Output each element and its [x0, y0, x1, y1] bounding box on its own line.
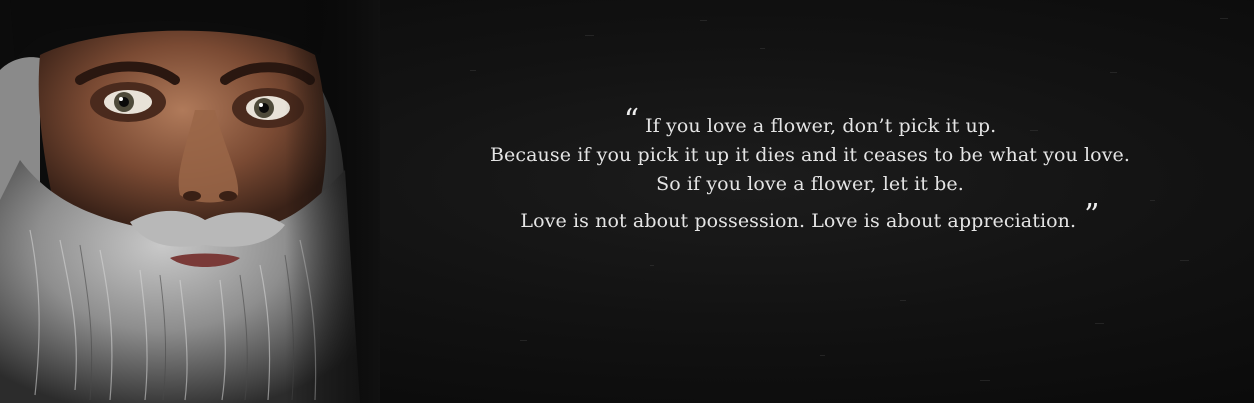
quote-line-3: So if you love a flower, let it be. [656, 173, 964, 195]
open-quote-mark: “ [623, 103, 640, 138]
quote-text-block [430, 103, 1190, 236]
quote-line-4-text: Love is not about possession. Love is about appreciation. [520, 210, 1077, 232]
quote-line-1 [430, 103, 1190, 141]
quote-line-1-text: If you love a flower, don’t pick it up. [645, 115, 997, 137]
portrait-image [0, 0, 380, 403]
quote-line-4 [430, 198, 1190, 236]
close-quote-mark: ” [1084, 198, 1100, 233]
quote-line-2: Because if you pick it up it dies and it ceases to be what you love. [489, 144, 1131, 166]
